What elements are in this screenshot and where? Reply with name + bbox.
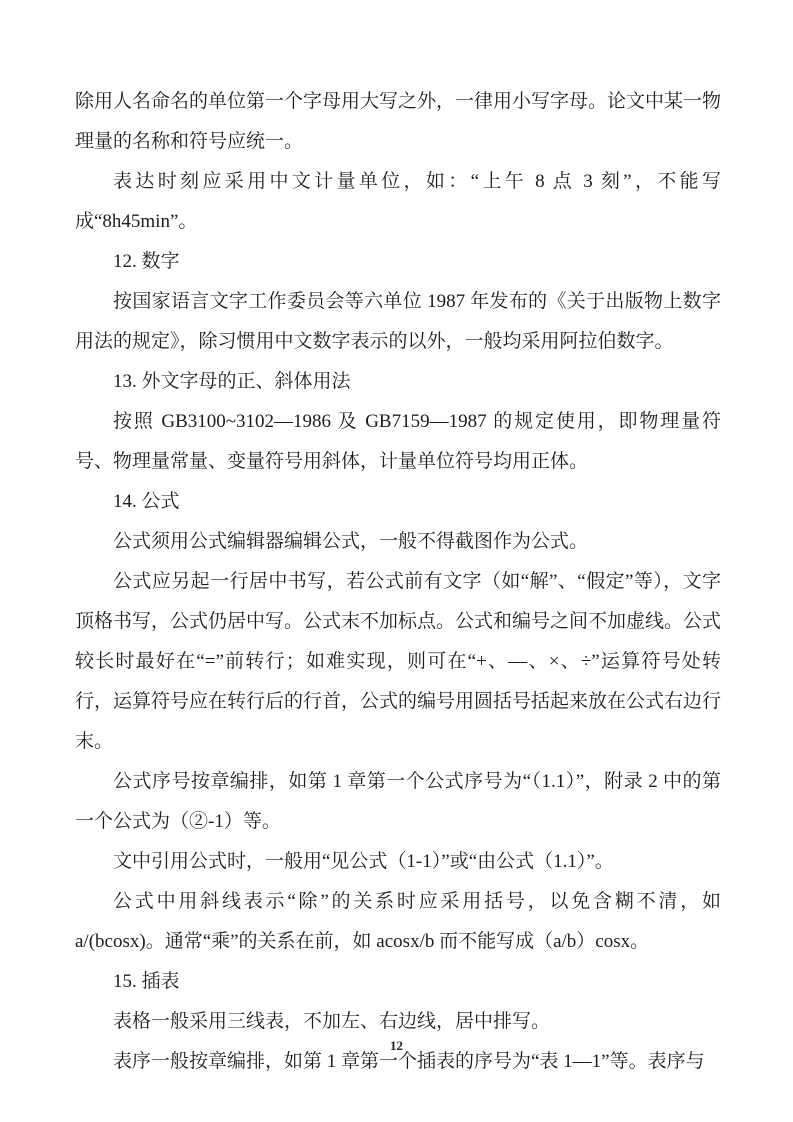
paragraph: 公式须用公式编辑器编辑公式，一般不得截图作为公式。: [113, 531, 589, 552]
paragraph: 公式序号按章编排，如第 1 章第一个公式序号为“（1.1）”，附录 2 中的第一个公式为（②-1）等。: [75, 771, 721, 832]
paragraph: 表达时刻应采用中文计量单位，如：“上午 8 点 3 刻”，不能写成“8h45min”。: [75, 171, 721, 232]
paragraph: 按照 GB3100~3102—1986 及 GB7159—1987 的规定使用，即物理量符号、物理量常量、变量符号用斜体，计量单位符号均用正体。: [75, 411, 721, 472]
section-heading-12-numbers: 12. 数字: [113, 251, 180, 272]
section-heading-14-formulas: 14. 公式: [113, 491, 180, 512]
section-heading-15-tables: 15. 插表: [113, 971, 180, 992]
paragraph: 公式中用斜线表示“除”的关系时应采用括号，以免含糊不清，如 a/(bcosx)。通常“乘”的关系在前，如 acosx/b 而不能写成（a/b）cosx。: [75, 891, 721, 952]
paragraph: 按国家语言文字工作委员会等六单位 1987 年发布的《关于出版物上数字用法的规定》，除习惯用中文数字表示的以外，一般均采用阿拉伯数字。: [75, 291, 721, 352]
page-number: 12: [390, 1038, 403, 1053]
paragraph-continuation: 除用人名命名的单位第一个字母用大写之外，一律用小写字母。论文中某一物理量的名称和符号应统一。: [75, 91, 722, 152]
section-heading-13-foreign-letters: 13. 外文字母的正、斜体用法: [113, 371, 351, 392]
paragraph: 公式应另起一行居中书写，若公式前有文字（如“解”、“假定”等），文字顶格书写，公式仍居中写。公式末不加标点。公式和编号之间不加虚线。公式较长时最好在“=”前转行；如难实现，则可在“+、—、×、÷”运算符号处转行，运算符号应在转行后的行首，公式的编号用圆括号括起来放在公式右边行末。: [75, 571, 722, 752]
paragraph: 文中引用公式时，一般用“见公式（1-1）”或“由公式（1.1）”。: [113, 851, 614, 872]
paragraph: 表序一般按章编排，如第 1 章第一个插表的序号为“表 1—1”等。表序与: [113, 1051, 705, 1072]
page-body-text: [75, 82, 721, 1082]
paragraph: 表格一般采用三线表，不加左、右边线，居中排写。: [113, 1011, 551, 1032]
